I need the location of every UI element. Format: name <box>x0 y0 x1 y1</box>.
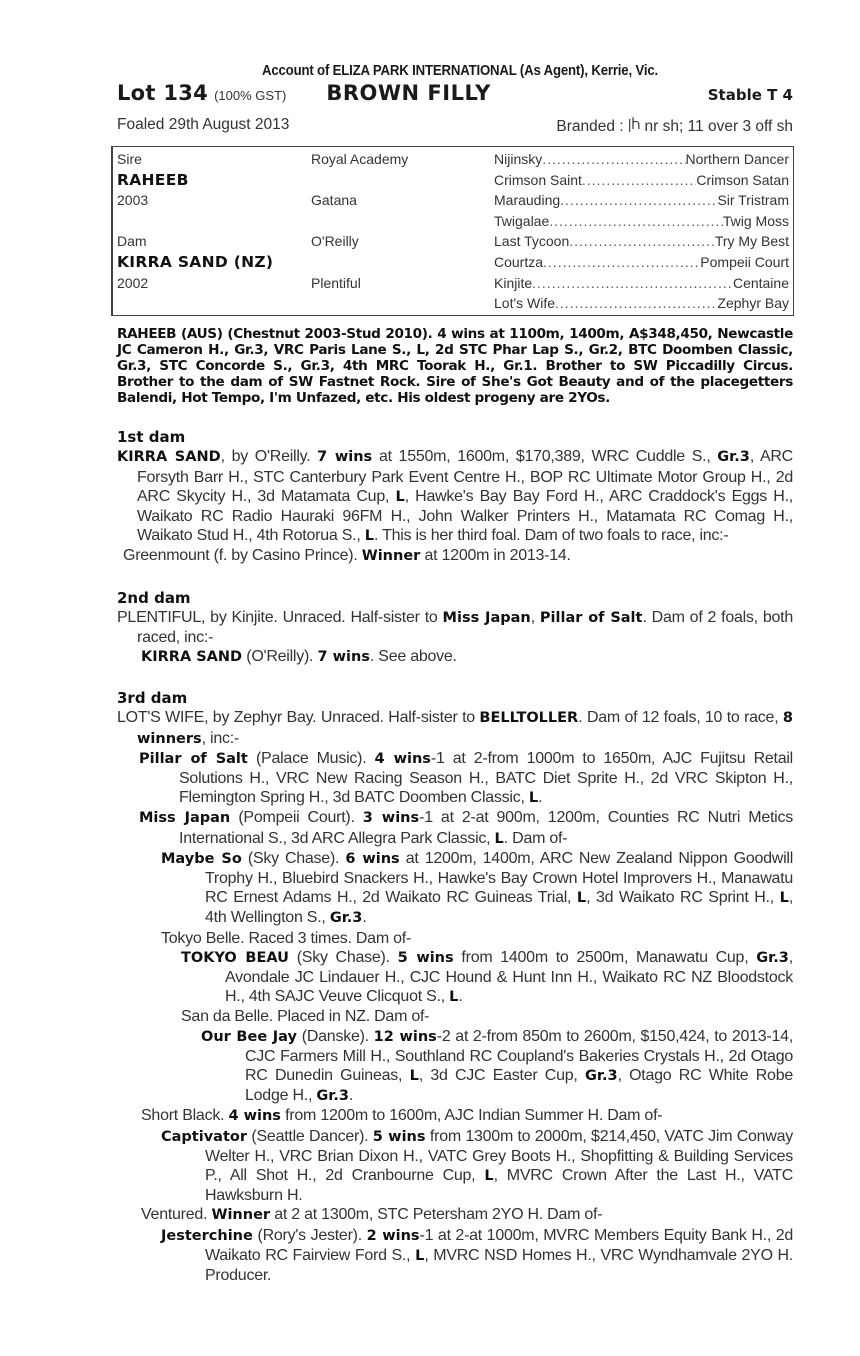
ancestor-row: Twigalae ..... Twig Moss <box>494 211 789 232</box>
spacer <box>311 211 491 232</box>
spacer <box>311 252 491 273</box>
ancestor-row: Lot's Wife ..... Zephyr Bay <box>494 293 789 314</box>
sire-label: Sire <box>117 151 142 167</box>
ancestor-row: Crimson Saint ..... Crimson Satan <box>494 170 789 191</box>
branded-label: Branded : <box>556 118 624 135</box>
gst-note: (100% GST) <box>214 88 287 103</box>
ancestor-row: Nijinsky ..... Northern Dancer <box>494 149 789 170</box>
progeny-entry-tokyo-belle: Tokyo Belle. Raced 3 times. Dam of- <box>161 929 412 947</box>
progeny-entry-miss-japan: Miss Japan (Pompeii Court). 3 wins-1 at 2-at 900m, 1200m, Counties RC Nutri Metics International S., 3d ARC Allegra Park Classic, L. Dam of- <box>139 809 793 847</box>
pedigree-grandparents-column <box>311 149 491 314</box>
catalogue-page <box>117 62 793 1285</box>
progeny-entry-captivator: Captivator (Seattle Dancer). 5 wins from 1300m to 2000m, $214,450, VATC Jim Conway Welter H., VRC Brian Dixon H., VATC Grey Boots H., Shopfitting & Building Services P., All Shot H., 2d Cranbourne Cup, L, MVRC Crown After the Last H., VATC Hawksburn H. <box>161 1127 794 1205</box>
horse-description: BROWN FILLY <box>326 81 491 105</box>
foaled-branded-line <box>117 116 793 136</box>
dam-year: 2002 <box>117 274 149 291</box>
sire-summary: RAHEEB (AUS) (Chestnut 2003-Stud 2010). 4 wins at 1100m, 1400m, A$348,450, Newcastle JC Cameron H., Gr.3, VRC Paris Lane S., L, 2d STC Phar Lap S., Gr.2, BTC Doomben Classic, Gr.3, STC Concorde S., Gr.3, 4th MRC Toorak H., Gr.1. Brother to SW Piccadilly Circus. Brother to the dam of SW Fastnet Rock. Sire of She's Got Beauty and of the placegetters Balendi, Hot Tempo, I'm Unfazed, etc. His oldest progeny are 2YOs. <box>117 326 793 407</box>
progeny-entry-pillar-of-salt: Pillar of Salt (Palace Music). 4 wins-1 at 2-from 1000m to 1650m, AJC Fujitsu Retail Solutions H., VRC New Racing Season H., BATC Diet Sprite H., 2d VRC Skipton H., Flemington Spring H., 3d BATC Doomben Classic, L. <box>139 749 793 807</box>
foaled-date: Foaled 29th August 2013 <box>117 116 290 133</box>
first-dam-entry: KIRRA SAND, by O'Reilly. 7 wins at 1550m, 1600m, $170,389, WRC Cuddle S., Gr.3, ARC Forsyth Barr H., STC Canterbury Park Event Centre H., BOP RC Ultimate Motor Group H., 2d ARC Skycity H., 3d Matamata Cup, L, Hawke's Bay Bay Ford H., ARC Craddock's Eggs H., Waikato RC Radio Hauraki 96FM H., John Walker Printers H., Matamata RC Comag H., Waikato Stud H., 4th Rotorua S., L. This is her third foal. Dam of two foals to race, inc:- <box>117 448 793 545</box>
second-dam-heading: 2nd dam <box>117 588 191 607</box>
lot-header <box>117 81 793 109</box>
progeny-entry: KIRRA SAND (O'Reilly). 7 wins. See above. <box>141 648 457 666</box>
progeny-entry-short-black: Short Black. 4 wins from 1200m to 1600m, AJC Indian Summer H. Dam of- <box>141 1107 663 1125</box>
branded-detail: nr sh; 11 over 3 off sh <box>644 118 793 135</box>
pedigree-great-grandparents-column <box>494 149 789 314</box>
third-dam-entry: LOT'S WIFE, by Zephyr Bay. Unraced. Half-sister to BELLTOLLER. Dam of 12 foals, 10 to race, 8 winners, inc:- <box>117 709 793 747</box>
progeny-entry-jesterchine: Jesterchine (Rory's Jester). 2 wins-1 at 2-at 1000m, MVRC Members Equity Bank H., 2d Waikato RC Fairview Ford S., L, MVRC NSD Homes H., VRC Wyndhamvale 2YO H. Producer. <box>161 1226 794 1284</box>
sire-dam: Gatana <box>311 192 357 209</box>
dam-label: Dam <box>117 233 147 250</box>
pedigree-table <box>111 146 794 316</box>
stable-number: Stable T 4 <box>707 86 793 104</box>
third-dam-section <box>117 689 793 1285</box>
branded-info <box>556 116 793 136</box>
dam-sire: O'Reilly <box>311 233 359 250</box>
second-dam-entry: PLENTIFUL, by Kinjite. Unraced. Half-sister to Miss Japan, Pillar of Salt. Dam of 2 foals, both raced, inc:- <box>117 608 793 646</box>
dam-name: KIRRA SAND (NZ) <box>117 252 274 271</box>
third-dam-heading: 3rd dam <box>117 689 188 708</box>
vendor-account: Account of ELIZA PARK INTERNATIONAL (As Agent), Kerrie, Vic. <box>262 62 658 79</box>
spacer <box>311 170 491 191</box>
ancestor-row: Marauding ..... Sir Tristram <box>494 190 789 211</box>
ancestor-row: Kinjite ..... Centaine <box>494 273 789 294</box>
progeny-entry: Greenmount (f. by Casino Prince). Winner at 1200m in 2013-14. <box>123 547 571 565</box>
progeny-entry-ventured: Ventured. Winner at 2 at 1300m, STC Petersham 2YO H. Dam of- <box>141 1206 603 1224</box>
second-dam-section <box>117 589 793 668</box>
ancestor-row: Courtza ..... Pompeii Court <box>494 252 789 273</box>
ancestor-row: Last Tycoon ..... Try My Best <box>494 231 789 252</box>
spacer <box>117 293 307 314</box>
pedigree-parents-column <box>117 149 307 314</box>
lot-number: Lot 134 <box>117 81 209 105</box>
first-dam-section <box>117 428 793 566</box>
spacer <box>311 293 491 314</box>
first-dam-heading: 1st dam <box>117 428 186 447</box>
brand-mark-icon: |Ⴙ <box>627 116 641 132</box>
sire-name: RAHEEB <box>117 170 189 189</box>
sire-year: 2003 <box>117 192 149 209</box>
progeny-entry-tokyo-beau: TOKYO BEAU (Sky Chase). 5 wins from 1400m to 2500m, Manawatu Cup, Gr.3, Avondale JC Lindauer H., CJC Hound & Hunt Inn H., Waikato RC NZ Bloodstock H., 4th SAJC Veuve Clicquot S., L. <box>181 948 793 1006</box>
progeny-entry-san-da-belle: San da Belle. Placed in NZ. Dam of- <box>181 1008 430 1026</box>
spacer <box>117 211 307 232</box>
progeny-entry-maybe-so: Maybe So (Sky Chase). 6 wins at 1200m, 1400m, ARC New Zealand Nippon Goodwill Trophy H., Bluebird Snackers H., Hawke's Bay Crown Hotel Improvers H., Manawatu RC Ernest Adams H., 2d Waikato RC Guineas Trial, L, 3d Waikato RC Sprint H., L, 4th Wellington S., Gr.3. <box>161 849 794 927</box>
sire-sire: Royal Academy <box>311 151 409 167</box>
progeny-entry-our-bee-jay: Our Bee Jay (Danske). 12 wins-2 at 2-from 850m to 2600m, $150,424, to 2013-14, CJC Farmers Mill H., Southland RC Coupland's Bakeries Crystals H., 2d Otago RC Dunedin Guineas, L, 3d CJC Easter Cup, Gr.3, Otago RC White Robe Lodge H., Gr.3. <box>201 1027 794 1105</box>
dam-dam: Plentiful <box>311 274 361 291</box>
